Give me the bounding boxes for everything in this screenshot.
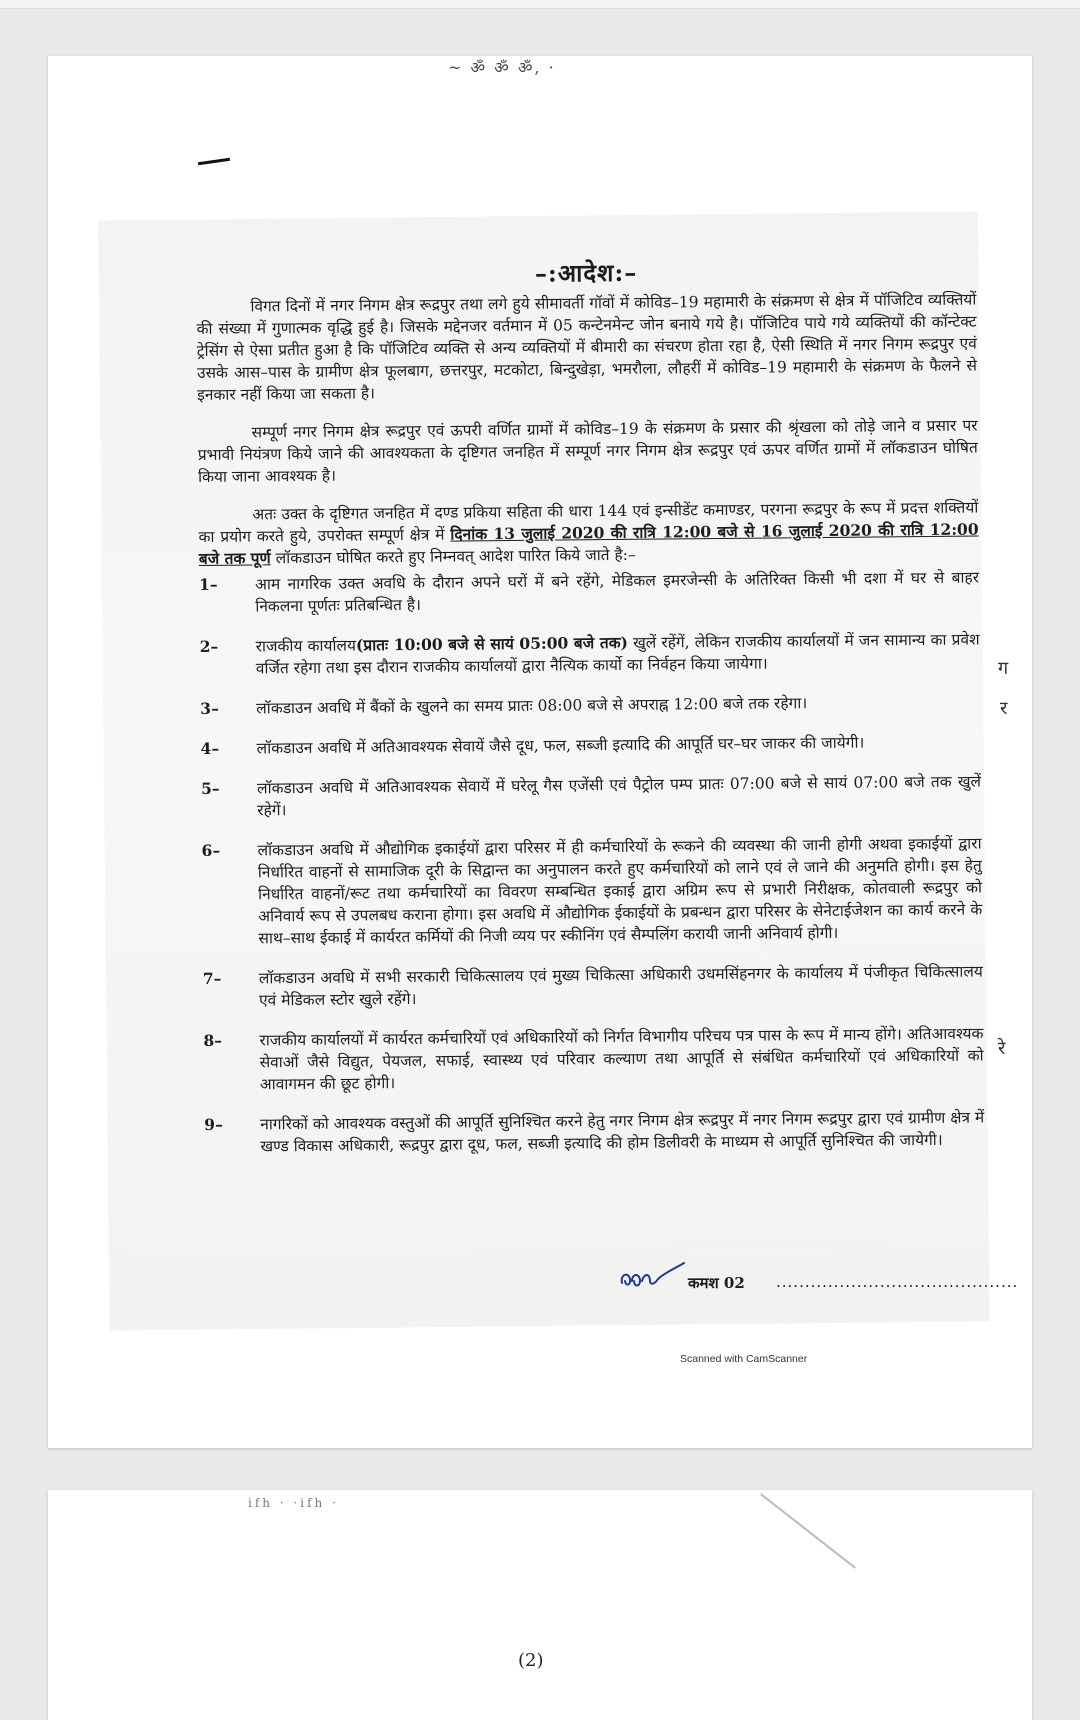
item-text: राजकीय कार्यालयों में कार्यरत कर्मचारियों एवं अधिकारियों को निर्गत विभागीय परिचय पत्र पास के रूप में मान्य होंगे। अतिआवश्यक सेवाओं जैसे विद्युत, पेयजल, सफाई, स्वास्थ्य एवं परिवार कल्याण तथा आपूर्ति से संबंधित कर्मचारियों एवं अधिकारियों को आवागमन की छूट होगी। [259, 1024, 984, 1094]
order-item [203, 960, 983, 1011]
order-item [200, 628, 980, 679]
margin-mark: रे [998, 1038, 1006, 1059]
order-item [203, 1022, 984, 1095]
margin-mark: र [1000, 698, 1008, 719]
continuation-label: कमश 02 [688, 1274, 745, 1292]
item-text: लॉकडाउन अवधि में अतिआवश्यक सेवायें में घरेलू गैस एजेंसी एवं पैट्रोल पम्प प्रातः 07:00 बजे से सायं 07:00 बजे तक खुलें रहेगें। [256, 772, 982, 820]
intro-paragraph: सम्पूर्ण नगर निगम क्षेत्र रूद्रपुर एवं ऊपरी वर्णित ग्रामों में कोविड–19 के संक्रमण के प्रसार की श्रृंखला को तोड़े जाने व प्रसार पर प्रभावी नियंत्रण किये जाने की आवश्यकता के दृष्टिगत जनहित में सम्पूर्ण नगर निगम क्षेत्र रूद्रपुर एवं ऊपर वर्णित ग्रामों में लॉकडाउन घोषित किया जाना आवश्यक है। [197, 416, 978, 486]
item-number: 4– [200, 738, 220, 758]
item-text: नागरिकों को आवश्यक वस्तुओं की आपूर्ति सुनिश्चित करने हेतु नगर निगम क्षेत्र रूद्रपुर में नगर निगम रूद्रपुर द्वारा एवं ग्रामीण क्षेत्र में खण्ड विकास अधिकारी, रूद्रपुर द्वारा दूध, फल, सब्जी इत्यादि की होम डिलीवरी के माध्यम से आपूर्ति सुनिश्चित की जायेगी। [260, 1108, 985, 1156]
viewer-top-bar [0, 0, 1080, 9]
page-number: (2) [518, 1650, 544, 1671]
margin-mark: ग [998, 658, 1009, 679]
signature-row [618, 1261, 1019, 1301]
item-number: 6– [201, 840, 221, 860]
order-item [204, 1106, 984, 1157]
document-page-2 [48, 1490, 1032, 1720]
item-text-part: खुलें रहेंगें, लेकिन राजकीय कार्यालयों में जन सामान्य का प्रवेश वर्जित रहेगा तथा इस दौरान राजकीय कार्यालयों द्वारा नैत्यिक कार्यो का निर्वहन किया जायेगा। [255, 630, 980, 678]
item-number: 5– [200, 778, 220, 798]
order-item [201, 770, 981, 821]
page-top-scribble: ~ ॐ ॐ ॐ, · [448, 58, 556, 77]
item-text: लॉकडाउन अवधि में सभी सरकारी चिकित्सालय एवं मुख्य चिकित्सा अधिकारी उधमसिंहनगर के कार्यालय में पंजीकृत चिकित्सालय एवं मेडिकल स्टोर खुले रहेंगे। [258, 962, 983, 1010]
handwritten-signature [618, 1261, 688, 1297]
item-text: लॉकडाउन अवधि में औद्योगिक इकाईयों द्वारा परिसर में ही कर्मचारियों के रूकने की व्यवस्था की जानी होगी अथवा इकाईयों द्वारा निर्धारित वाहनों से सामाजिक दूरी के सिद्वान्त का अनुपालन करते हुए कर्मचारियों को लाने एवं ले जाने की अनुमति होगी। इस हेतु निर्धारित वाहनों/रूट तथा कर्मचारियों का विवरण सम्बन्धित इकाई द्वारा अग्रिम रूप से प्रभारी निरीक्षक, कोतवाली रूद्रपुर को अनिवार्य रूप से उपलबध कराना होगा। इस अवधि में औद्योगिक ईकाईयों के प्रबन्धन द्वारा परिसर के सेनेटाईजेशन का कार्य करने के साथ–साथ ईकाई में कार्यरत कर्मियों की निजी व्यय पर स्कीनिंग एवं सैम्पलिंग करायी जानी अनिवार्य होगी। [257, 834, 983, 948]
office-hours: (प्रातः 10:00 बजे से सायं 05:00 बजे तक) [355, 632, 628, 655]
item-number: 2– [199, 636, 219, 656]
order-content [196, 259, 985, 1176]
order-text: अतः उक्त के दृष्टिगत जनहित में दण्ड प्रकिया सहिता की धारा 144 एवं इन्सीडेंट कमाण्डर, परगना रूद्रपुर के रूप में प्रदत्त शक्तियों का प्रयोग करते हुये, उपरोक्त सम्पूर्ण क्षेत्र में [198, 498, 979, 546]
order-item [200, 690, 980, 719]
order-item [201, 730, 981, 759]
item-number: 9– [204, 1114, 223, 1134]
item-text: लॉकडाउन अवधि में अतिआवश्यक सेवायें जैसे दूध, फल, सब्जी इत्यादि की आपूर्ति घर–घर जाकर की जायेगी। [256, 733, 865, 758]
item-text: लॉकडाउन अवधि में बैंकों के खुलने का समय प्रातः 08:00 बजे से अपराह्न 12:00 बजे तक रहेगा। [256, 694, 808, 718]
item-text [256, 628, 980, 679]
lockdown-period: दिनांक 13 जुलाई 2020 की रात्रि 12:00 बजे से 16 जुलाई 2020 की रात्रि 12:00 बजे तक पूर्ण [198, 519, 979, 568]
document-page-1 [48, 56, 1032, 1448]
order-text: लॉकडाउन घोषित करते हुए निम्नवत् आदेश पारित किये जाते है:– [270, 545, 636, 568]
item-text: आम नागरिक उक्त अवधि के दौरान अपने घरों में बने रहेंगे, मेडिकल इमरजेन्सी के अतिरिक्त किसी भी दशा में घर से बाहर निकलना पूर्णतः प्रतिबन्धित है। [254, 568, 980, 616]
order-item [202, 832, 983, 949]
scanner-watermark: Scanned with CamScanner [680, 1353, 808, 1365]
order-paragraph [198, 497, 979, 570]
item-number: 3– [200, 698, 219, 718]
item-text-part: राजकीय कार्यालय [255, 636, 357, 656]
page-top-scribble: ifh · ·ifh · [248, 1496, 339, 1510]
order-item [199, 566, 979, 617]
margin-dash-mark [198, 158, 230, 165]
order-heading: –:आदेश:– [534, 257, 638, 288]
intro-paragraph: विगत दिनों में नगर निगम क्षेत्र रूद्रपुर तथा लगे हुये सीमावर्ती गॉवों में कोविड–19 महामारी के संक्रमण से क्षेत्र में पॉजिटिव व्यक्तियों की संख्या में गुणात्मक वृद्धि हुई है। जिसके मद्देनजर वर्तमान में 05 कन्टेनमेन्ट जोन बनाये गये है। पॉजिटिव पाये गये व्यक्तियों की कॉन्टेक्ट ट्रेसिंग से ऐसा प्रतीत हुआ है कि पॉजिटिव व्यक्ति से अन्य व्यक्तियों में बीमारी का संचरण होता रहा है, ऐसी स्थिति में नगर निगम रूद्रपुर एवं उसके आस–पास के ग्रामीण क्षेत्र फूलबाग, छत्तरपुर, मटकोटा, बिन्दुखेड़ा, भमरौला, लौहरीं में कोविड–19 महामारी के संक्रमण के फैलने से इनकार नहीं किया जा सकता है। [196, 290, 978, 404]
scan-scratch-line [760, 1493, 856, 1568]
item-number: 7– [202, 968, 222, 988]
item-number: 1– [198, 574, 218, 594]
item-number: 8– [203, 1030, 223, 1050]
continuation-dots: .......................................... [776, 1273, 1019, 1291]
